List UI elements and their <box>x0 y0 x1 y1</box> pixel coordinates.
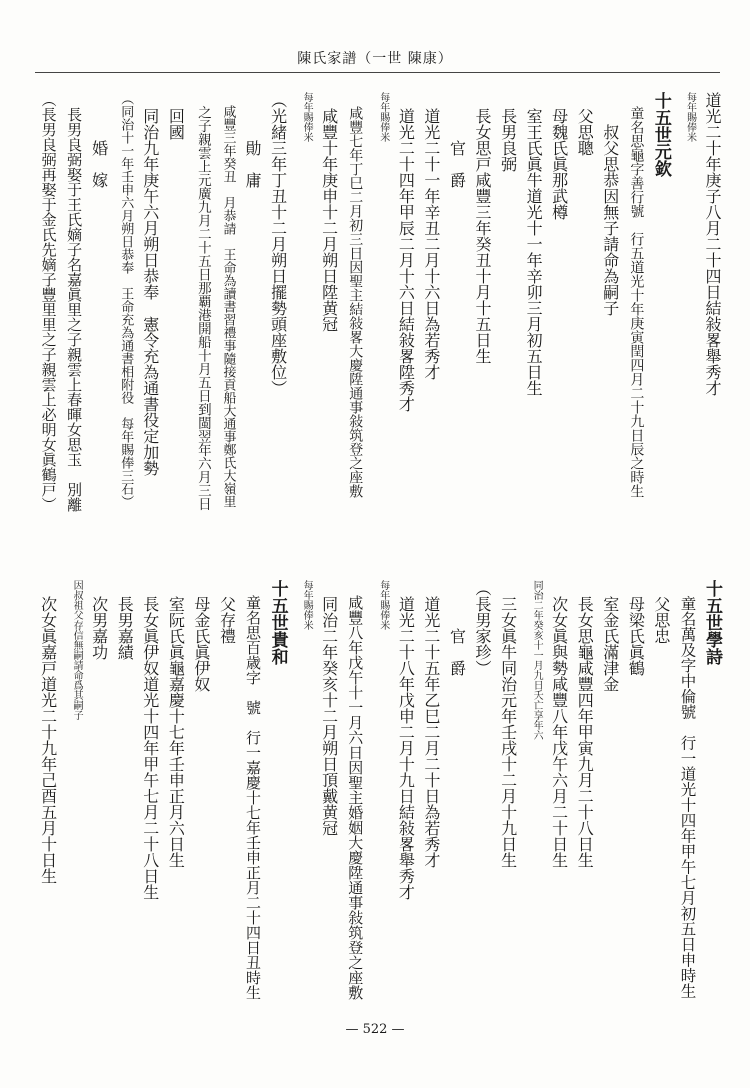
top-line: 十五世元欽 <box>650 92 671 177</box>
top-line: 叔父思恭因無子請命為嗣子 <box>600 92 620 316</box>
top-line: 同治九年庚午六月朔日恭奉 憲令充為通書役定加勢 <box>140 92 160 476</box>
bottom-line: 童名思百歳字 號 行一嘉慶十七年壬申正月二十四日丑時生 <box>244 580 262 1000</box>
top-line: 道光二十四年甲辰二月十六日結敍畧陞秀才 <box>396 92 416 412</box>
bottom-line: 十五世學詩 <box>702 580 722 665</box>
page-header <box>0 48 750 68</box>
top-line: 咸豐十年庚申十二月朔日陞黄冠 <box>319 92 339 332</box>
bottom-line: 長男嘉績 <box>115 580 135 660</box>
section-top <box>30 92 720 512</box>
top-line: 道光二十一年辛丑二月十六日為若秀才 <box>421 92 441 380</box>
bottom-line: 道光二十五年乙巳二月二十日為若秀才 <box>421 580 441 868</box>
bottom-line: 長女思龜咸豐四年甲寅九月二十八日生 <box>575 580 595 868</box>
top-line: 童名思龜字善行號 行五道光十年庚寅閏四月二十九日辰之時生 <box>628 92 645 498</box>
top-line: （同治十一年壬申六月朔日恭奉 王命充為通書相附役 每年賜俸三石） <box>118 92 134 508</box>
bottom-line: 次女眞與勢咸豐八年戊午六月二十日生 <box>549 580 569 868</box>
top-line: 勛 庸 <box>243 92 262 188</box>
bottom-line: 童名萬及字中倫號 行一道光十四年甲午七月初五日申時生 <box>678 580 697 999</box>
top-line: 官 爵 <box>447 92 467 188</box>
top-line: 咸豐七年丁巳二月初三日因聖主結敍畧大慶陞通事敍筑登之座敷 <box>347 92 364 498</box>
top-line: 長女思戸咸豐三年癸丑十月十五日生 <box>473 92 492 364</box>
bottom-line: 父存禮 <box>217 580 237 644</box>
bottom-line: 母梁氏眞鶴 <box>626 580 646 676</box>
bottom-line: 每年賜俸米 <box>377 580 389 630</box>
top-line: 父思聰 <box>575 92 595 156</box>
bottom-line: 官 爵 <box>447 580 467 676</box>
bottom-line: 長女眞伊奴道光十四年甲午七月二十八日生 <box>140 580 160 900</box>
bottom-line: 母金氏眞伊奴 <box>191 580 211 692</box>
bottom-line: （長男家珍） <box>473 580 492 676</box>
bottom-line: 每年賜俸米 <box>301 580 313 630</box>
bottom-line: 父思忠 <box>651 580 671 644</box>
bottom-line: 因叔祖父存信無嗣請命爲其嗣子 <box>71 580 83 720</box>
top-line: （光緒三年丁丑十二月朔日擺勢頭座敷位） <box>268 92 288 396</box>
bottom-line: 室金氏滿津金 <box>600 580 620 692</box>
top-line: 回國 <box>166 92 186 140</box>
top-line: 長男良弼 <box>498 92 518 172</box>
top-line: 咸豐三年癸丑 月恭請 王命為讀書習禮事隨接貢船大通事鄭氏大嶺里 <box>220 92 236 508</box>
bottom-line: 次女眞嘉戸道光二十九年己酉五月十日生 <box>38 580 58 884</box>
top-line: 長男良弼娶于王氏嫡子名嘉眞里之子親雲上春暉女思玉 別離 <box>65 92 84 512</box>
bottom-line: 室阮氏眞龜嘉慶十七年壬申正月六日生 <box>166 580 186 868</box>
header-rule <box>35 72 720 73</box>
top-line: （長男良弼再娶于金氏先嫡子豐里里之子親雲上必明女眞鶴戸） <box>39 92 58 512</box>
section-bottom <box>30 580 720 1000</box>
bottom-line: 道光二十八年戊申二月十九日結敍畧舉秀才 <box>396 580 416 900</box>
top-line: 室王氏眞牛道光十一年辛卯三月初五日生 <box>524 92 544 396</box>
top-line: 母魏氏眞那武樽 <box>549 92 569 220</box>
bottom-line: 十五世貴和 <box>267 580 288 665</box>
bottom-line: 三女眞牛同治元年壬戌十二月十九日生 <box>498 580 518 868</box>
top-line: 之子親雲上元廣九月二十五日那覇港開船十月五日到閩翌年六月三日 <box>194 92 211 511</box>
page-number: — 522 — <box>345 1022 405 1037</box>
top-line: 道光二十年庚子八月二十四日結敍畧舉秀才 <box>703 92 722 396</box>
bottom-line: 同治二年癸亥十一月九日夭亡享年六 <box>531 580 543 740</box>
page-title: 陳氏家譜（一世 陳康） <box>297 51 453 67</box>
bottom-line: 次男嘉功 <box>89 580 109 660</box>
bottom-line: 同治二年癸亥十二月朔日頂戴黄冠 <box>319 580 339 836</box>
bottom-line: 咸豐八年戊午十一月六日因聖主婚姻大慶陞通事敍筑登之座敷 <box>346 580 365 1000</box>
top-line: 每年賜俸米 <box>377 92 389 142</box>
top-line: 每年賜俸米 <box>684 92 696 142</box>
top-line: 婚 嫁 <box>89 92 109 188</box>
top-line: 每年賜俸米 <box>301 92 313 142</box>
